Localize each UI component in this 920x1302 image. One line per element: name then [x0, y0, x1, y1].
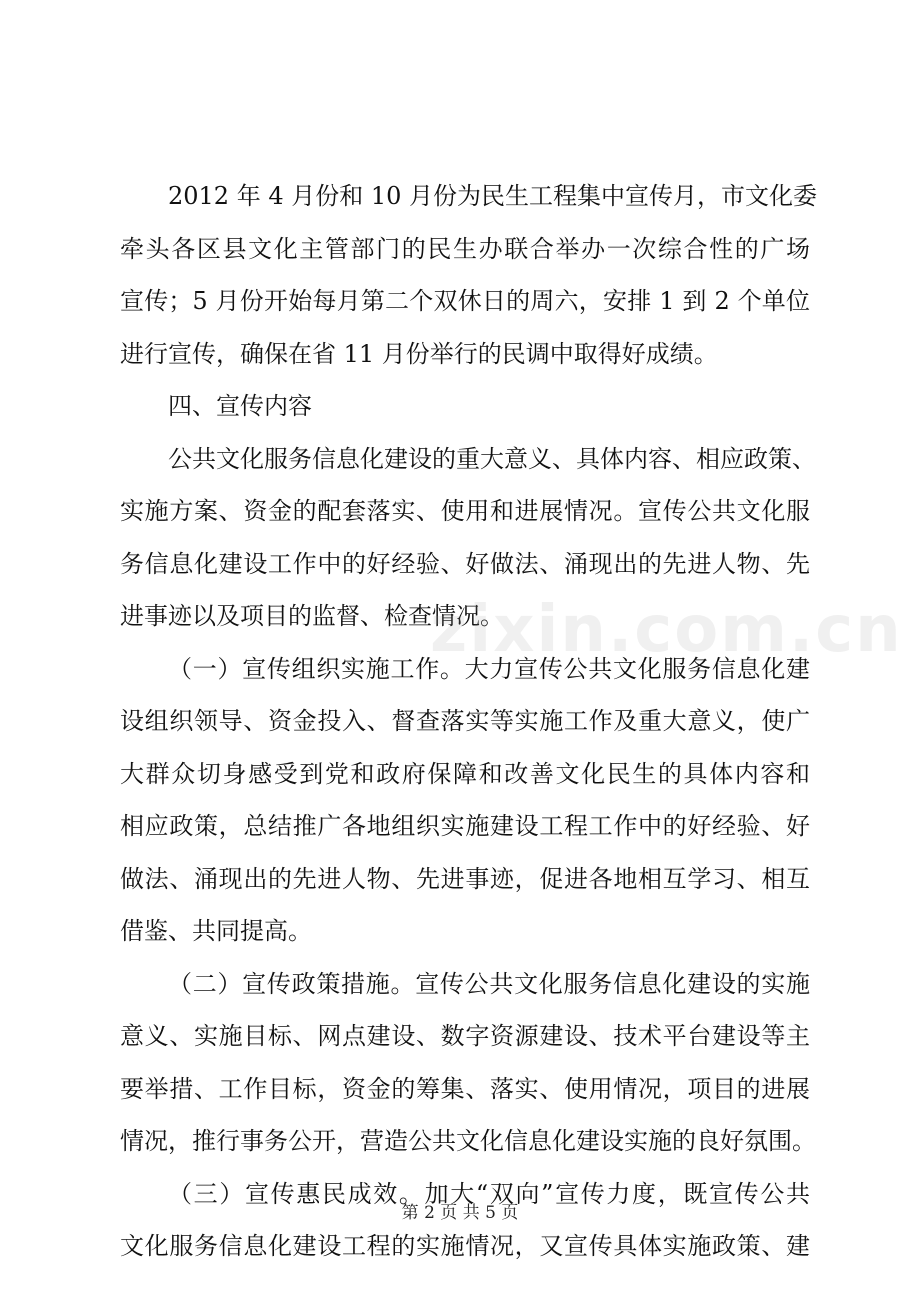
- paragraph-line: 公共文化服务信息化建设的重大意义、具体内容、相应政策、: [168, 444, 816, 473]
- paragraph-line: 牵头各区县文化主管部门的民生办联合举办一次综合性的广场: [120, 234, 810, 263]
- paragraph-line: 相应政策，总结推广各地组织实施建设工程工作中的好经验、好: [120, 812, 810, 840]
- paragraph-line: （二）宣传政策措施。宣传公共文化服务信息化建设的实施: [168, 969, 810, 998]
- paragraph-line: 借鉴、共同提高。: [120, 917, 312, 945]
- paragraph-line: （三）宣传惠民成效。加大“双向”宣传力度，既宣传公共: [168, 1179, 810, 1208]
- paragraph-line: 要举措、工作目标，资金的筹集、落实、使用情况，项目的进展: [120, 1074, 810, 1103]
- paragraph-line: 进事迹以及项目的监督、检查情况。: [120, 602, 504, 630]
- watermark: zixin.com.cn: [430, 593, 903, 667]
- paragraph-line: 意义、实施目标、网点建设、数字资源建设、技术平台建设等主: [120, 1022, 810, 1050]
- paragraph-line: 情况，推行事务公开，营造公共文化信息化建设实施的良好氛围。: [120, 1127, 816, 1155]
- paragraph-line: 大群众切身感受到党和政府保障和改善文化民生的具体内容和: [120, 759, 810, 788]
- paragraph-line: 实施方案、资金的配套落实、使用和进展情况。宣传公共文化服: [120, 497, 810, 525]
- paragraph-line: 务信息化建设工作中的好经验、好做法、涌现出的先进人物、先: [120, 549, 810, 578]
- section-heading: 四、宣传内容: [168, 392, 312, 420]
- paragraph-line: 宣传；5 月份开始每月第二个双休日的周六，安排 1 到 2 个单位: [120, 287, 810, 315]
- paragraph-line: 做法、涌现出的先进人物、先进事迹，促进各地相互学习、相互: [120, 864, 810, 893]
- paragraph-line: 进行宣传，确保在省 11 月份举行的民调中取得好成绩。: [120, 339, 718, 368]
- paragraph-line: 2012 年 4 月份和 10 月份为民生工程集中宣传月，市文化委: [168, 182, 818, 210]
- document-body: [120, 170, 818, 1273]
- paragraph-line: 文化服务信息化建设工程的实施情况，又宣传具体实施政策、建: [120, 1232, 810, 1260]
- paragraph-line: 设组织领导、资金投入、督查落实等实施工作及重大意义，使广: [120, 707, 810, 735]
- paragraph-line: （一）宣传组织实施工作。大力宣传公共文化服务信息化建: [168, 654, 810, 683]
- page-number-footer: 第 2 页 共 5 页: [401, 1203, 519, 1223]
